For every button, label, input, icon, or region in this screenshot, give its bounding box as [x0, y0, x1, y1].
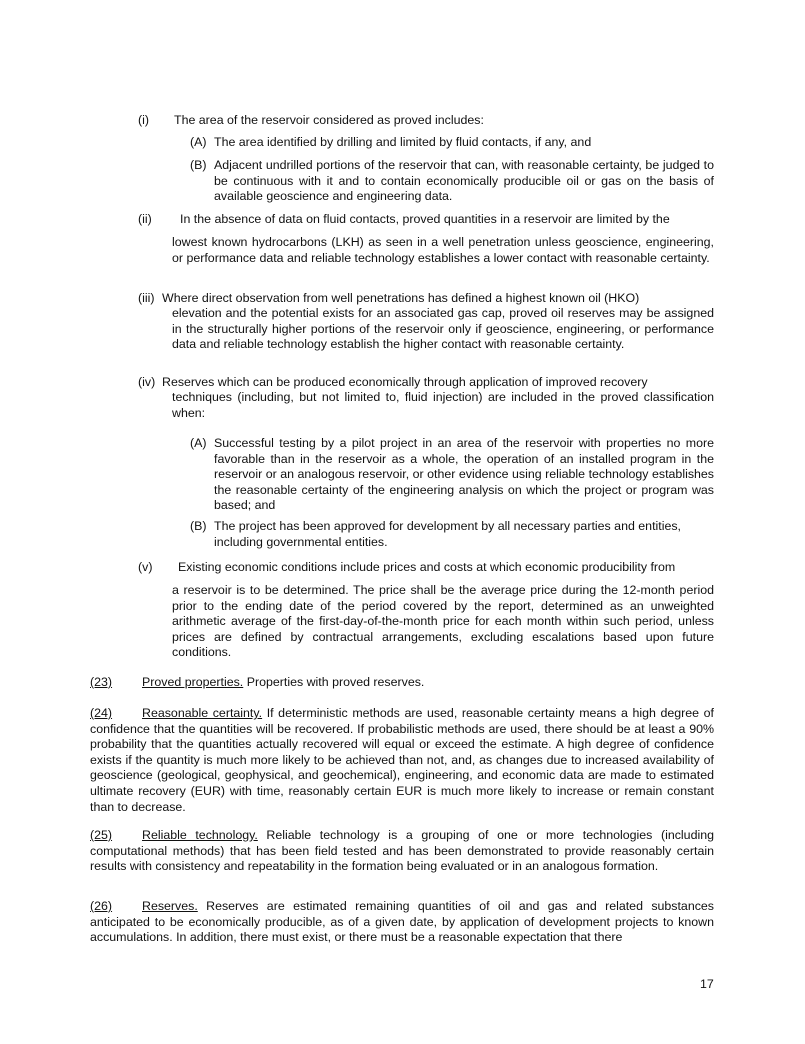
- definition-24-text: If deterministic methods are used, reasonable certainty means a high degree of confidence that the quantities will be recovered. If probabilistic methods are used, there should be at least a 90% probability that the quantities actually recovered will equal or exceed the estimate. A high degree of confidence exists if the quantity is much more likely to be achieved than not, and, as changes due to increased availability of geoscience (geological, geophysical, and geochemical), engineering, and economic data are made to estimated ultimate recovery (EUR) with time, reasonably certain EUR is much more likely to increase or remain constant than to decrease.: [90, 706, 715, 814]
- item-iv-b-label: (B): [190, 519, 207, 533]
- definition-26-number-wrap: [90, 899, 142, 915]
- definition-25-term: Reliable technology.: [142, 828, 258, 842]
- definition-24-term: Reasonable certainty.: [142, 706, 263, 720]
- definition-26-term: Reserves.: [142, 899, 198, 913]
- definition-24-number-wrap: [90, 706, 142, 722]
- definition-23-text: Properties with proved reserves.: [243, 675, 425, 689]
- item-ii-first-line: In the absence of data on fluid contacts, proved quantities in a reservoir are limited by the: [180, 212, 670, 226]
- item-iv-first-line: Reserves which can be produced economically through application of improved recovery: [162, 375, 648, 389]
- definition-25-number: (25): [90, 828, 113, 842]
- item-iii-text: elevation and the potential exists for an associated gas cap, proved oil reserves may be assigned in the structurally higher portions of the reservoir only if geoscience, engineering, or performance data and reliable technology establish the higher contact with reasonable certainty.: [172, 306, 714, 352]
- item-v-label: (v): [138, 560, 153, 574]
- definition-26-number: (26): [90, 899, 113, 913]
- item-i-b-label: (B): [190, 158, 207, 172]
- item-i-text: The area of the reservoir considered as proved includes:: [174, 113, 484, 127]
- item-iv-text: techniques (including, but not limited to, fluid injection) are included in the proved classification when:: [172, 390, 714, 420]
- item-i-a-label: (A): [190, 135, 207, 149]
- item-iv-a-label: (A): [190, 436, 207, 450]
- definition-26: [90, 899, 714, 946]
- item-iv-b-text: The project has been approved for development by all necessary parties and entities, including governmental entities.: [214, 519, 681, 549]
- definition-25: [90, 828, 714, 875]
- definition-24: [90, 706, 714, 815]
- definition-23-number: (23): [90, 675, 113, 689]
- item-iii-first-line: Where direct observation from well penetrations has defined a highest known oil (HKO): [162, 291, 640, 305]
- definition-25-text: Reliable technology is a grouping of one or more technologies (including computational methods) that has been field tested and has been demonstrated to provide reasonably certain results with consistency and repeatability in the formation being evaluated or in an analogous formation.: [90, 828, 714, 874]
- definition-26-text: Reserves are estimated remaining quantities of oil and gas and related substances anticipated to be economically producible, as of a given date, by application of development projects to known accumulations. In addition, there must exist, or there must be a reasonable expectation that there: [90, 899, 714, 945]
- page-number: 17: [700, 977, 714, 991]
- item-ii-label: (ii): [138, 212, 152, 226]
- item-i-b-text: Adjacent undrilled portions of the reservoir that can, with reasonable certainty, be judged to be continuous with it and to contain economically producible oil or gas on the basis of available geoscience and engineering data.: [214, 158, 714, 204]
- definition-24-number: (24): [90, 706, 113, 720]
- item-iii-label: (iii): [138, 291, 155, 305]
- definition-25-number-wrap: [90, 828, 142, 844]
- item-v-text: a reservoir is to be determined. The price shall be the average price during the 12-month period prior to the ending date of the period covered by the report, determined as an unweighted arithmetic average of the first-day-of-the-month price for each month within such period, unless prices are defined by contractual arrangements, excluding escalations based upon future conditions.: [172, 583, 714, 660]
- definition-23: [142, 675, 714, 691]
- definition-23-term: Proved properties.: [142, 675, 244, 689]
- item-i-a-text: The area identified by drilling and limited by fluid contacts, if any, and: [214, 135, 592, 149]
- item-iv-label: (iv): [138, 375, 156, 389]
- item-ii-text: lowest known hydrocarbons (LKH) as seen in a well penetration unless geoscience, engineering, or performance data and reliable technology establishes a lower contact with reasonable certainty.: [172, 235, 714, 265]
- item-v-first-line: Existing economic conditions include prices and costs at which economic producibility from: [178, 560, 676, 574]
- item-i-label: (i): [138, 113, 150, 127]
- item-iv-a-text: Successful testing by a pilot project in an area of the reservoir with properties no more favorable than in the reservoir as a whole, the operation of an installed program in the reservoir or an analogous reservoir, or other evidence using reliable technology establishes the reasonable certainty of the engineering analysis on which the project or program was based; and: [214, 436, 714, 513]
